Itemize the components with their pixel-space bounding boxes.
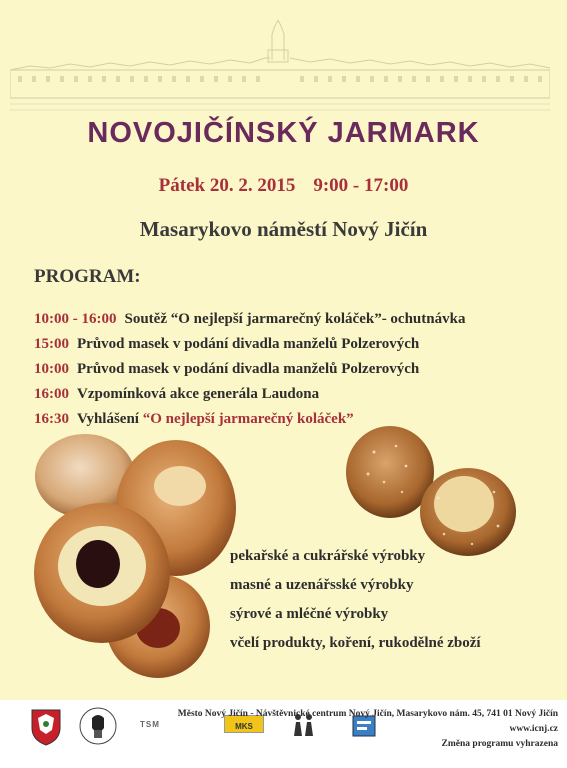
program-text: Vzpomínková akce generála Laudona bbox=[77, 386, 320, 402]
program-text-accent: “O nejlepší jarmarečný koláček” bbox=[142, 411, 354, 427]
program-time: 10:00 - 16:00 bbox=[34, 311, 117, 327]
kolache-pastries-image bbox=[30, 428, 240, 683]
product-item: sýrové a mléčné výrobky bbox=[230, 606, 389, 622]
footer-info bbox=[122, 707, 558, 752]
product-item: včelí produkty, koření, rukodělné zboží bbox=[230, 635, 481, 651]
program-row bbox=[34, 308, 554, 333]
event-datetime bbox=[0, 175, 567, 197]
program-heading: PROGRAM: bbox=[34, 266, 141, 287]
event-time: 9:00 - 17:00 bbox=[313, 175, 409, 196]
footer-disclaimer: Změna programu vyhrazena bbox=[441, 739, 558, 749]
event-date: Pátek 20. 2. 2015 bbox=[158, 175, 296, 196]
tsm-logo: TSM bbox=[140, 720, 160, 729]
program-row bbox=[34, 358, 554, 383]
program-time: 15:00 bbox=[34, 336, 69, 352]
product-list bbox=[230, 545, 550, 661]
program-list bbox=[34, 308, 554, 433]
program-time: 16:00 bbox=[34, 386, 69, 402]
program-text: Soutěž “O nejlepší jarmarečný koláček”- ochutnávka bbox=[124, 311, 466, 327]
program-time: 10:00 bbox=[34, 361, 69, 377]
footer bbox=[0, 700, 567, 768]
footer-website: www.icnj.cz bbox=[509, 724, 558, 734]
event-venue: Masarykovo náměstí Nový Jičín bbox=[139, 217, 428, 241]
round-pastries-image bbox=[344, 422, 524, 562]
town-skyline-image bbox=[10, 20, 550, 112]
product-item: masné a uzenářsské výrobky bbox=[230, 577, 414, 593]
mks-logo: MKS bbox=[224, 715, 264, 733]
program-text: Průvod masek v podání divadla manželů Polzerových bbox=[77, 361, 420, 377]
event-title: NOVOJIČÍNSKÝ JARMARK bbox=[87, 117, 480, 149]
coat-of-arms-logo bbox=[30, 708, 62, 746]
product-item: pekařské a cukrářské výrobky bbox=[230, 548, 426, 564]
footer-address: Město Nový Jičín - Návštěvnické centrum Nový Jičín, Masarykovo nám. 45, 741 01 Nový Jičín bbox=[177, 709, 558, 719]
program-row bbox=[34, 383, 554, 408]
program-text-prefix: Vyhlášení bbox=[77, 411, 139, 427]
program-row bbox=[34, 333, 554, 358]
visitor-centre-logo bbox=[78, 706, 118, 746]
program-time: 16:30 bbox=[34, 411, 69, 427]
program-text: Průvod masek v podání divadla manželů Polzerových bbox=[77, 336, 420, 352]
